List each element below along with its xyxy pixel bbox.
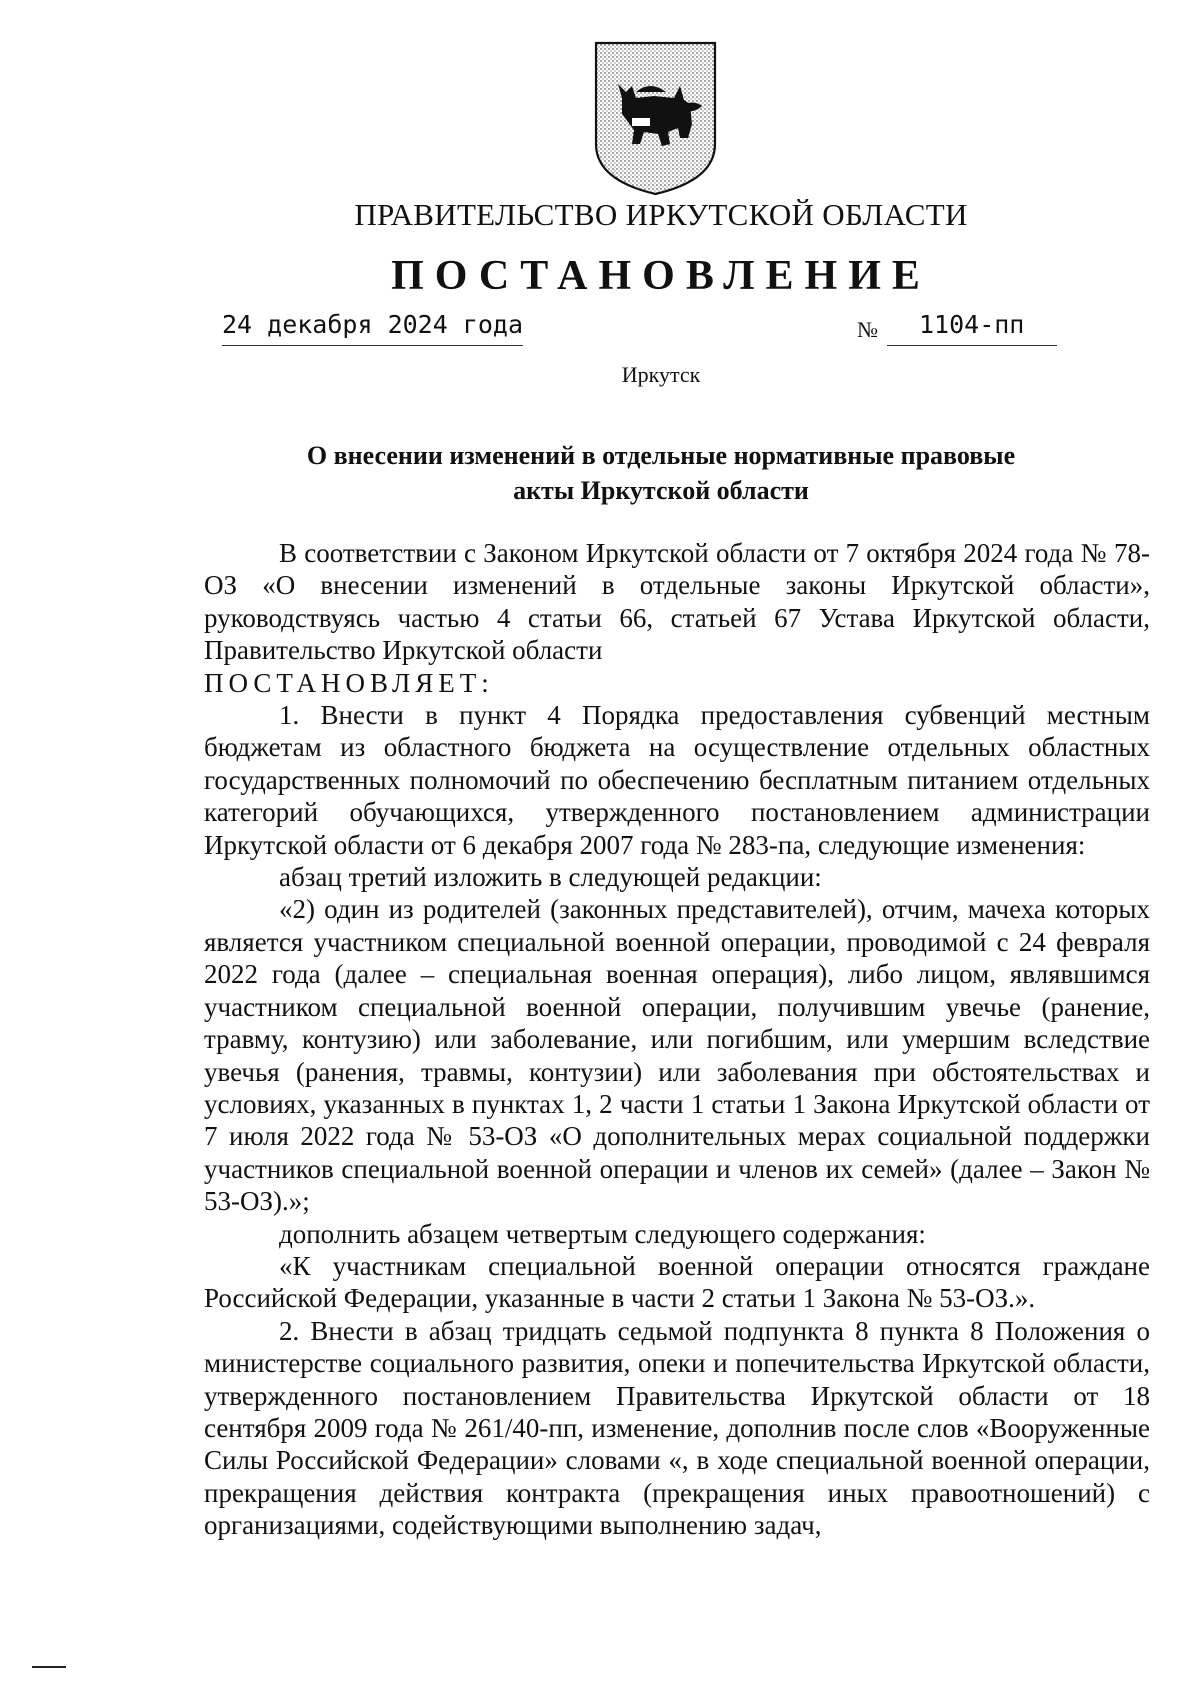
paragraph-item-1-quote-a: «2) один из родителей (законных представителей), отчим, мачеха которых является участником специальной военной операции, проводимой с 24 февраля 2022 года (далее – специальная военная операция), либо лицом, являвшимся участником специальной военной операции, получившим увечье (ранение, травму, контузию) или заболевание, или погибшим, или умершим вследствие увечья (ранения, травмы, контузии) или заболевания при обстоятельствах и условиях, указанных в пунктах 1, 2 части 1 статьи 1 Закона Иркутской области от 7 июля 2022 года № 53-ОЗ «О дополнительных мерах социальной поддержки участников специальной военной операции и членов их семей» (далее – Закон № 53-ОЗ).»; (204, 894, 1150, 1217)
heading-line-2: акты Иркутской области (513, 476, 809, 505)
paragraph-preamble: В соответствии с Законом Иркутской области от 7 октября 2024 года № 78-ОЗ «О внесении изменений в отдельные законы Иркутской области», руководствуясь частью 4 статьи 66, статьей 67 Устава Иркутской области, Правительство Иркутской области (204, 538, 1150, 666)
city-name: Иркутск (621, 362, 701, 387)
scan-margin-mark (32, 1666, 66, 1668)
paragraph-item-1-sub-a: абзац третий изложить в следующей редакции: (279, 862, 822, 893)
paragraph-item-2: 2. Внести в абзац тридцать седьмой подпункта 8 пункта 8 Положения о министерстве социального развития, опеки и попечительства Иркутской области, утвержденного постановлением Правительства Иркутской области от 18 сентября 2009 года № 261/40-пп, изменение, дополнив после слов «Вооруженные Силы Российской Федерации» словами «, в ходе специальной военной операции, прекращения действия контракта (прекращения иных правоотношений) с организациями, содействующими выполнению задач, (204, 1315, 1150, 1541)
paragraph-item-1-quote-b: «К участникам специальной военной операции относятся граждане Российской Федерации, указанные в части 2 статьи 1 Закона № 53-ОЗ.». (204, 1250, 1150, 1314)
document-body (204, 537, 1150, 1542)
paragraph-item-1: 1. Внести в пункт 4 Порядка предоставления субвенций местным бюджетам из областного бюджета на осуществление отдельных областных государственных полномочий по обеспечению бесплатным питанием отдельных категорий обучающихся, утвержденного постановлением администрации Иркутской области от 6 декабря 2007 года № 283-па, следующие изменения: (204, 700, 1150, 860)
document-type-title: ПОСТАНОВЛЕНИЕ (391, 253, 931, 299)
coat-of-arms-icon (592, 40, 719, 197)
paragraph-item-1-sub-b: дополнить абзацем четвертым следующего содержания: (279, 1218, 926, 1249)
document-date: 24 декабря 2024 года (222, 310, 523, 346)
heading-line-1: О внесении изменений в отдельные нормативные правовые (306, 441, 1016, 470)
document-number: 1104-пп (887, 310, 1057, 346)
government-name: ПРАВИТЕЛЬСТВО ИРКУТСКОЙ ОБЛАСТИ (354, 197, 968, 232)
paragraph-resolves: ПОСТАНОВЛЯЕТ: (204, 667, 494, 698)
number-sign: № (857, 317, 878, 342)
document-heading (200, 438, 1122, 508)
